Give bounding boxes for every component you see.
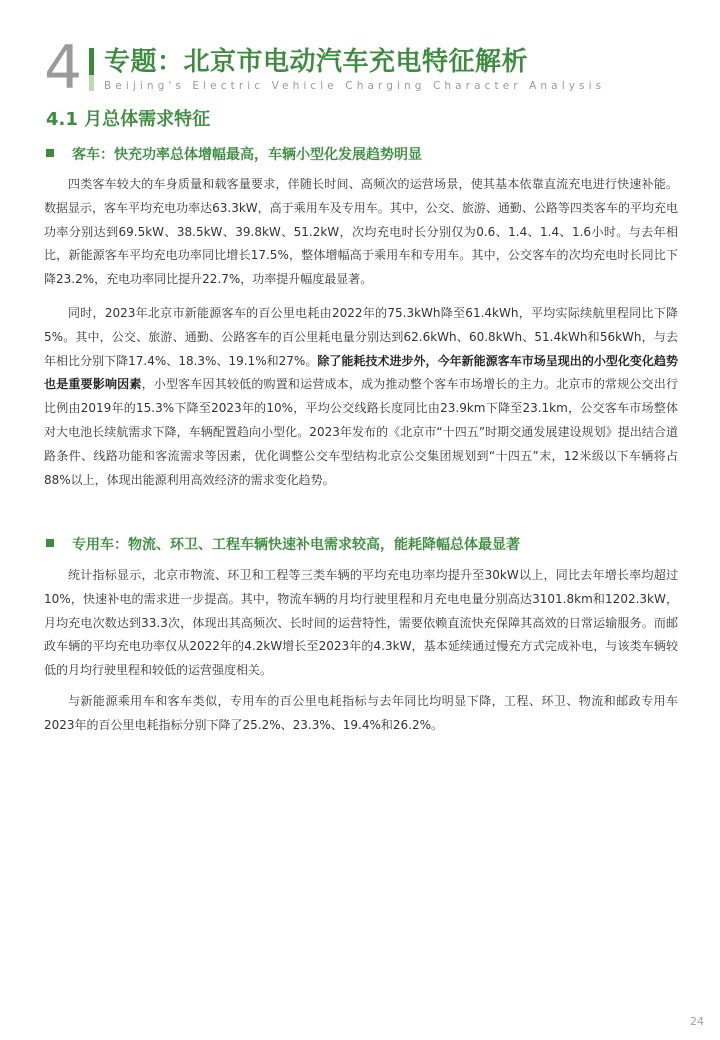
bus-paragraph-2-text-a: 同时，2023年北京市新能源客车的百公里电耗由2022年的75.3kWh降至61.4kWh，平均实际续航里程同比下降5%。其中，公交、旅游、通勤、公路客车的百公里耗电量分别达到62.6kWh、60.8kWh、51.4kWh和56kWh，与去年相比分别下降17.4%、18.3%、19.1%和27%。 <box>44 306 678 368</box>
special-vehicle-paragraph-2: 与新能源乘用车和客车类似，专用车的百公里电耗指标与去年同比均明显下降，工程、环卫、物流和邮政专用车2023年的百公里电耗指标分别下降了25.2%、23.3%、19.4%和26.2%。 <box>44 694 678 732</box>
bus-subheading <box>46 146 422 164</box>
bus-paragraph-2-text-b: ，小型客车因其较低的购置和运营成本，成为推动整个客车市场增长的主力。北京市的常规公交出行比例由2019年的15.3%下降至2023年的10%，平均公交线路长度同比由23.9km下降至23.1km，公交客车市场整体对大电池长续航需求下降，车辆配置趋向小型化。2023年发布的《北京市“十四五”时期交通发展建设规划》提出结合道路条件、线路功能和客流需求等因素，优化调整公交车型结构北京公交集团规划到“十四五”末，12米级以下车辆将占88%以上，体现出能源利用高效经济的需求变化趋势。 <box>44 377 678 487</box>
special-vehicle-subheading <box>46 536 520 554</box>
bus-paragraph-2-emphasis: 除了能耗技术进步外，今年新能源客车市场呈现出的小型化变化趋势也是重要影响因素 <box>44 353 678 392</box>
bus-paragraph-2 <box>44 302 678 492</box>
special-vehicle-paragraph-1: 统计指标显示，北京市物流、环卫和工程等三类车辆的平均充电功率均提升至30kW以上，同比去年增长率均超过10%，快速补电的需求进一步提高。其中，物流车辆的月均行驶里程和月充电电量分别高达3101.8km和1202.3kW，月均充电次数达到33.3次，体现出其高频次、长时间的运营特性，需要依赖直流快充保障其高效的日常运输服务。而邮政车辆的平均充电功率仅从2022年的4.2kW增长至2023年的4.3kW，基本延续通过慢充方式完成补电，与该类车辆较低的月均行驶里程和较低的运营强度相关。 <box>44 568 678 678</box>
bus-subheading-text: 客车：快充功率总体增幅最高，车辆小型化发展趋势明显 <box>72 147 422 163</box>
square-bullet-icon <box>46 149 54 157</box>
chapter-accent-bar <box>89 48 94 75</box>
chapter-title: 专题：北京市电动汽车充电特征解析 <box>104 47 529 77</box>
square-bullet-icon <box>46 539 54 547</box>
special-vehicle-subheading-text: 专用车：物流、环卫、工程车辆快速补电需求较高，能耗降幅总体最显著 <box>72 537 520 553</box>
page-number: 24 <box>690 1015 704 1028</box>
chapter-subtitle: Beijing's Electric Vehicle Charging Character Analysis <box>104 80 606 92</box>
section-heading: 4.1 月总体需求特征 <box>46 109 211 130</box>
chapter-accent-bar-light <box>89 75 94 91</box>
bus-paragraph-1: 四类客车较大的车身质量和载客量要求，伴随长时间、高频次的运营场景，使其基本依靠直流充电进行快速补能。数据显示，客车平均充电功率达63.3kW，高于乘用车及专用车。其中，公交、旅游、通勤、公路等四类客车的平均充电功率分别达到69.5kW、38.5kW、39.8kW、51.2kW，次均充电时长分别仅为0.6、1.4、1.4、1.6小时。与去年相比，新能源客车平均充电功率同比增长17.5%，整体增幅高于乘用车和专用车。其中，公交客车的次均充电时长同比下降23.2%，充电功率同比提升22.7%，功率提升幅度最显著。 <box>44 177 678 287</box>
chapter-number: 4 <box>44 33 83 103</box>
